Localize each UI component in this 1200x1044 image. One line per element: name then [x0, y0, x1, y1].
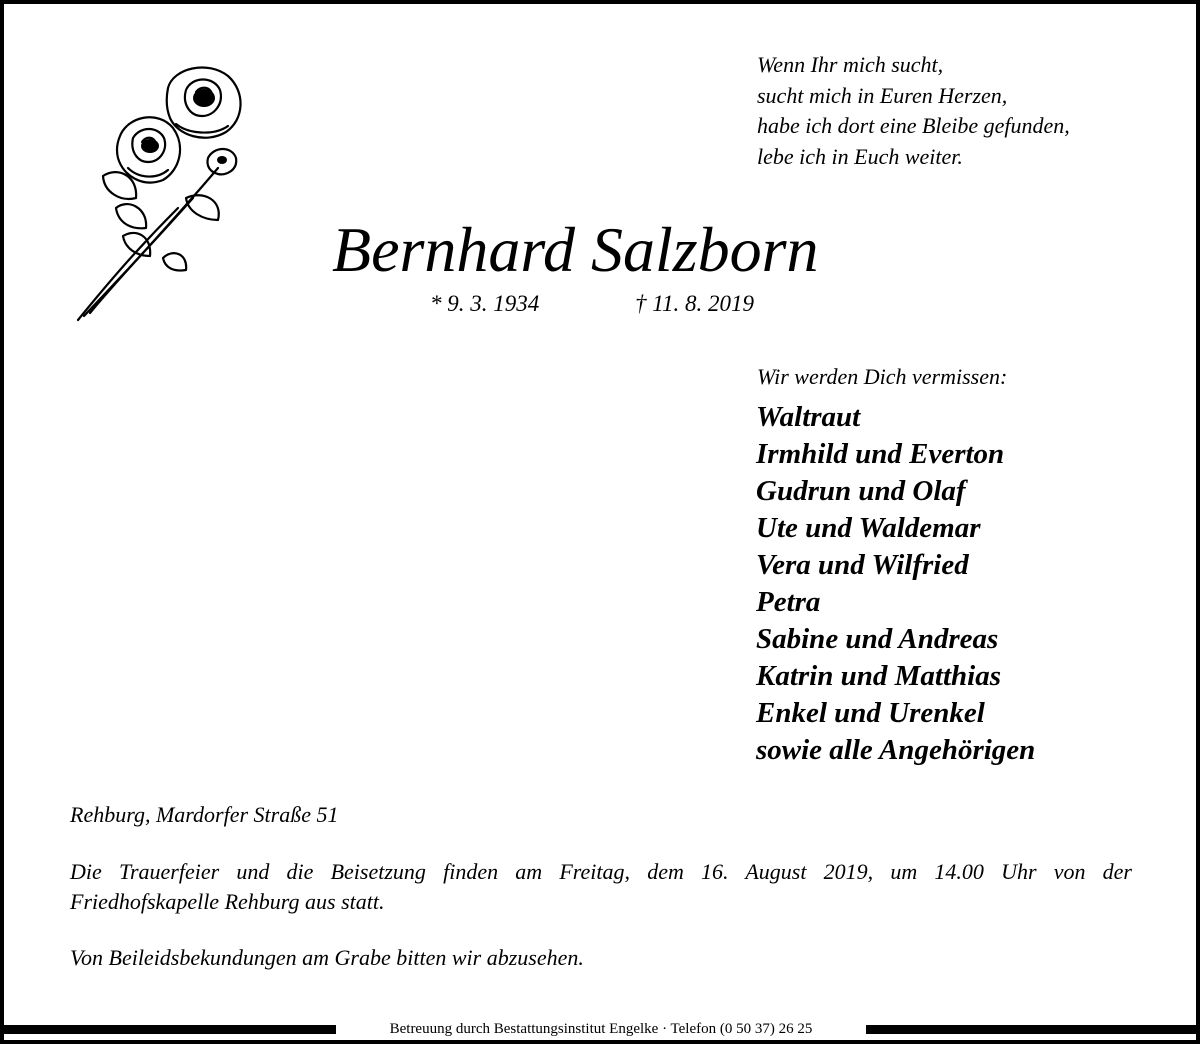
- footer-rule-right: [866, 1025, 1200, 1034]
- condolence-note: Von Beileidsbekundungen am Grabe bitten wir abzusehen.: [70, 945, 584, 970]
- address: Rehburg, Mardorfer Straße 51: [70, 802, 339, 827]
- mourner-name: Ute und Waldemar: [756, 512, 981, 544]
- footer: [0, 1022, 1200, 1040]
- rose-icon: [68, 58, 258, 328]
- funeral-notice: [70, 857, 1132, 917]
- mourners-list: [756, 399, 1035, 769]
- mourner-name: Sabine und Andreas: [756, 623, 999, 655]
- poem: [757, 50, 1070, 172]
- funeral-line: Friedhofskapelle Rehburg aus statt.: [70, 889, 385, 914]
- mourner-name: Katrin und Matthias: [756, 660, 1001, 692]
- poem-line: sucht mich in Euren Herzen,: [757, 82, 1008, 108]
- mourner-name: Petra: [756, 586, 821, 618]
- footer-text: Betreuung durch Bestattungsinstitut Engelke · Telefon (0 50 37) 26 25: [336, 1020, 866, 1038]
- mourner-name: Vera und Wilfried: [756, 549, 969, 581]
- mourners-intro: Wir werden Dich vermissen:: [757, 364, 1008, 389]
- footer-rule-left: [0, 1025, 336, 1034]
- mourner-name: Gudrun und Olaf: [756, 475, 966, 507]
- poem-line: lebe ich in Euch weiter.: [757, 143, 963, 169]
- deceased-name: Bernhard Salzborn: [332, 214, 819, 285]
- poem-line: habe ich dort eine Bleibe gefunden,: [757, 113, 1070, 138]
- mourner-name: Enkel und Urenkel: [756, 697, 985, 729]
- mourner-name: Irmhild und Everton: [756, 438, 1005, 470]
- death-date: † 11. 8. 2019: [635, 291, 755, 316]
- birth-date: * 9. 3. 1934: [430, 291, 540, 316]
- mourner-name: sowie alle Angehörigen: [756, 734, 1036, 766]
- poem-line: Wenn Ihr mich sucht,: [757, 52, 944, 77]
- mourner-name: Waltraut: [756, 401, 861, 433]
- funeral-line: Die Trauerfeier und die Beisetzung finden am Freitag, dem 16. August 2019, um 14.00 Uhr von der: [70, 859, 1132, 884]
